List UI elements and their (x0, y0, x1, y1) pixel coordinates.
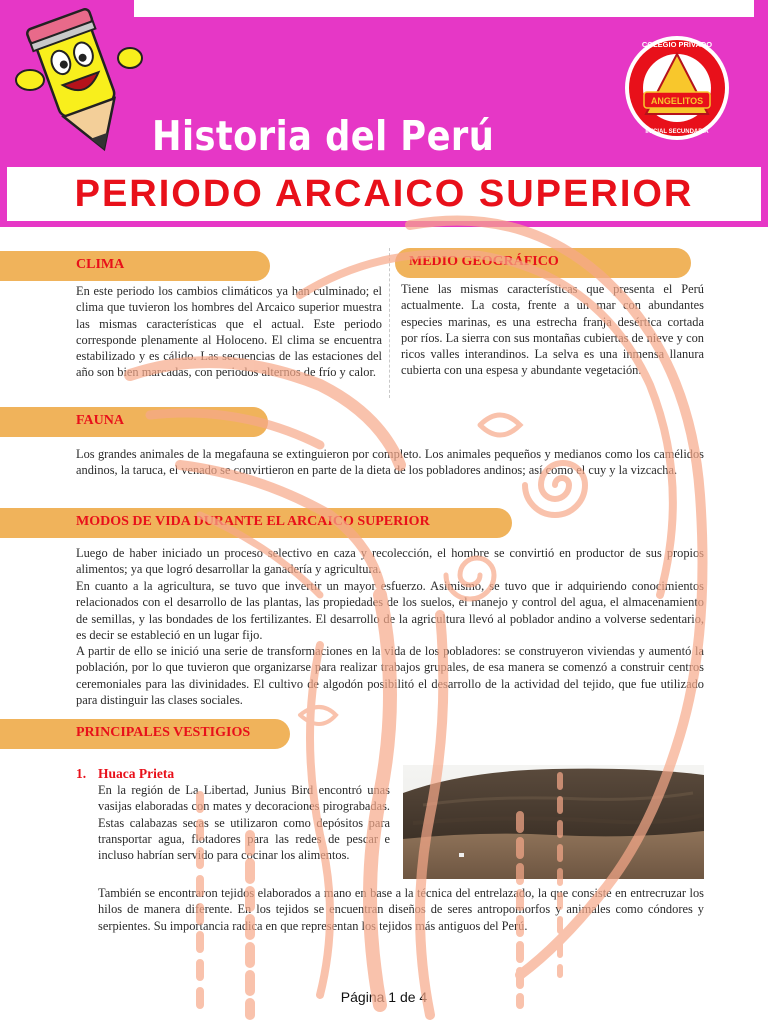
main-title-box (7, 167, 761, 221)
clima-text: En este periodo los cambios climáticos ya han culminado; el clima que tuvieron los hombres del Arcaico superior muestra las mismas características que el actual. Este periodo corresponde plenamente al Holoceno. El clima se encuentra estabilizado y es cálido. Las secuencias de las estaciones del año son bien marcadas, con periodos alternos de frío y calor. (76, 284, 382, 380)
logo-top-text: COLEGIO PRIVADO (641, 40, 713, 49)
section-title-vestigios: PRINCIPALES VESTIGIOS (76, 725, 251, 740)
section-title-modos: MODOS DE VIDA DURANTE EL ARCAICO SUPERIOR (76, 514, 430, 529)
section-title-clima: CLIMA (76, 257, 125, 272)
vestigio-title: Huaca Prieta (98, 766, 175, 781)
vestigio-text: En la región de La Libertad, Junius Bird encontró unas vasijas elaboradas con mates y decoraciones pirograbadas. Estas calabazas secas se utilizaron como depósitos para transportar agua, flotadores para las redes de pescar e incluso habrían servido para cocinar los alimentos. (98, 783, 390, 863)
modos-paragraph-3: A partir de ello se inició una serie de transformaciones en la vida de los pobladores: se construyeron viviendas y aumentó la población, por lo que tuvieron que organizarse para realizar trabajos grupales, de esa manera se comenzó a construir centros ceremoniales para las divinidades. El cultivo de algodón posibilitó el desarrollo de la actividad del tejido, que fue utilizado para distinguir las clases sociales. (76, 644, 704, 707)
pencil-mascot-icon (8, 6, 148, 158)
huaca-prieta-photo (403, 765, 704, 879)
fauna-text: Los grandes animales de la megafauna se extinguieron por completo. Los animales pequeños y medianos como los camélidos andinos, la taruca, el venado se convirtieron en parte de la dieta de los pobladores andinos; así como el cuy y la vizcacha. (76, 447, 704, 478)
page-title: PERIODO ARCAICO SUPERIOR (74, 173, 694, 215)
medio-text: Tiene las mismas características que presenta el Perú actualmente. La costa, frente a un mar con abundantes especies marinas, es una estrecha franja desértica cortada por ríos. La sierra con sus montañas cubiertas de nieve y con ricos valles interandinos. La selva es una inmensa llanura cubierta con una espesa y abundante vegetación. (401, 282, 704, 378)
page-header (0, 0, 768, 227)
section-bar-fauna (0, 407, 268, 437)
section-bar-clima (0, 251, 270, 281)
modos-paragraph-2: En cuanto a la agricultura, se tuvo que invertir un mayor esfuerzo. Asimismo, se tuvo que ir adquiriendo conocimientos relacionados con el desarrollo de las plantas, las propiedades de los suelos, el manejo y control del agua, el almacenamiento de semillas, y las bondades de los fertilizantes. El desarrollo de la agricultura llevó al poblador andino a volverse sedentario, es decir se estableció en un lugar fijo. (76, 579, 704, 642)
modos-paragraph-1: Luego de haber iniciado un proceso selectivo en caza y recolección, el hombre se convirtió en productor de sus propios alimentos; ya que logró desarrollar la ganadería y agricultura. (76, 546, 704, 577)
vestigio-number: 1. (76, 766, 87, 781)
subject-title: Historia del Perú (152, 112, 495, 160)
section-title-medio: MEDIO GEOGRÁFICO (409, 254, 559, 269)
school-crest-icon (622, 34, 732, 142)
section-bar-medio (395, 248, 691, 278)
column-divider (389, 248, 390, 398)
logo-name: ANGELITOS (650, 96, 704, 106)
section-bar-vestigios (0, 719, 290, 749)
logo-bottom-text: INICIAL SECUNDARIA (645, 129, 709, 135)
section-title-fauna: FAUNA (76, 413, 124, 428)
section-bar-modos (0, 508, 512, 538)
page-number: Página 1 de 4 (340, 989, 428, 1005)
vestigio-text-2: También se encontraron tejidos elaborados a mano en base a la técnica del entrelazado, la que consiste en entrecruzar los hilos de manera diferente. En los tejidos se encuentran diseños de seres antropomorfos y animales como cóndores y serpientes. Su importancia radica en que representan los tejidos más antiguos del Perú. (98, 886, 704, 933)
header-top-strip (134, 0, 754, 17)
